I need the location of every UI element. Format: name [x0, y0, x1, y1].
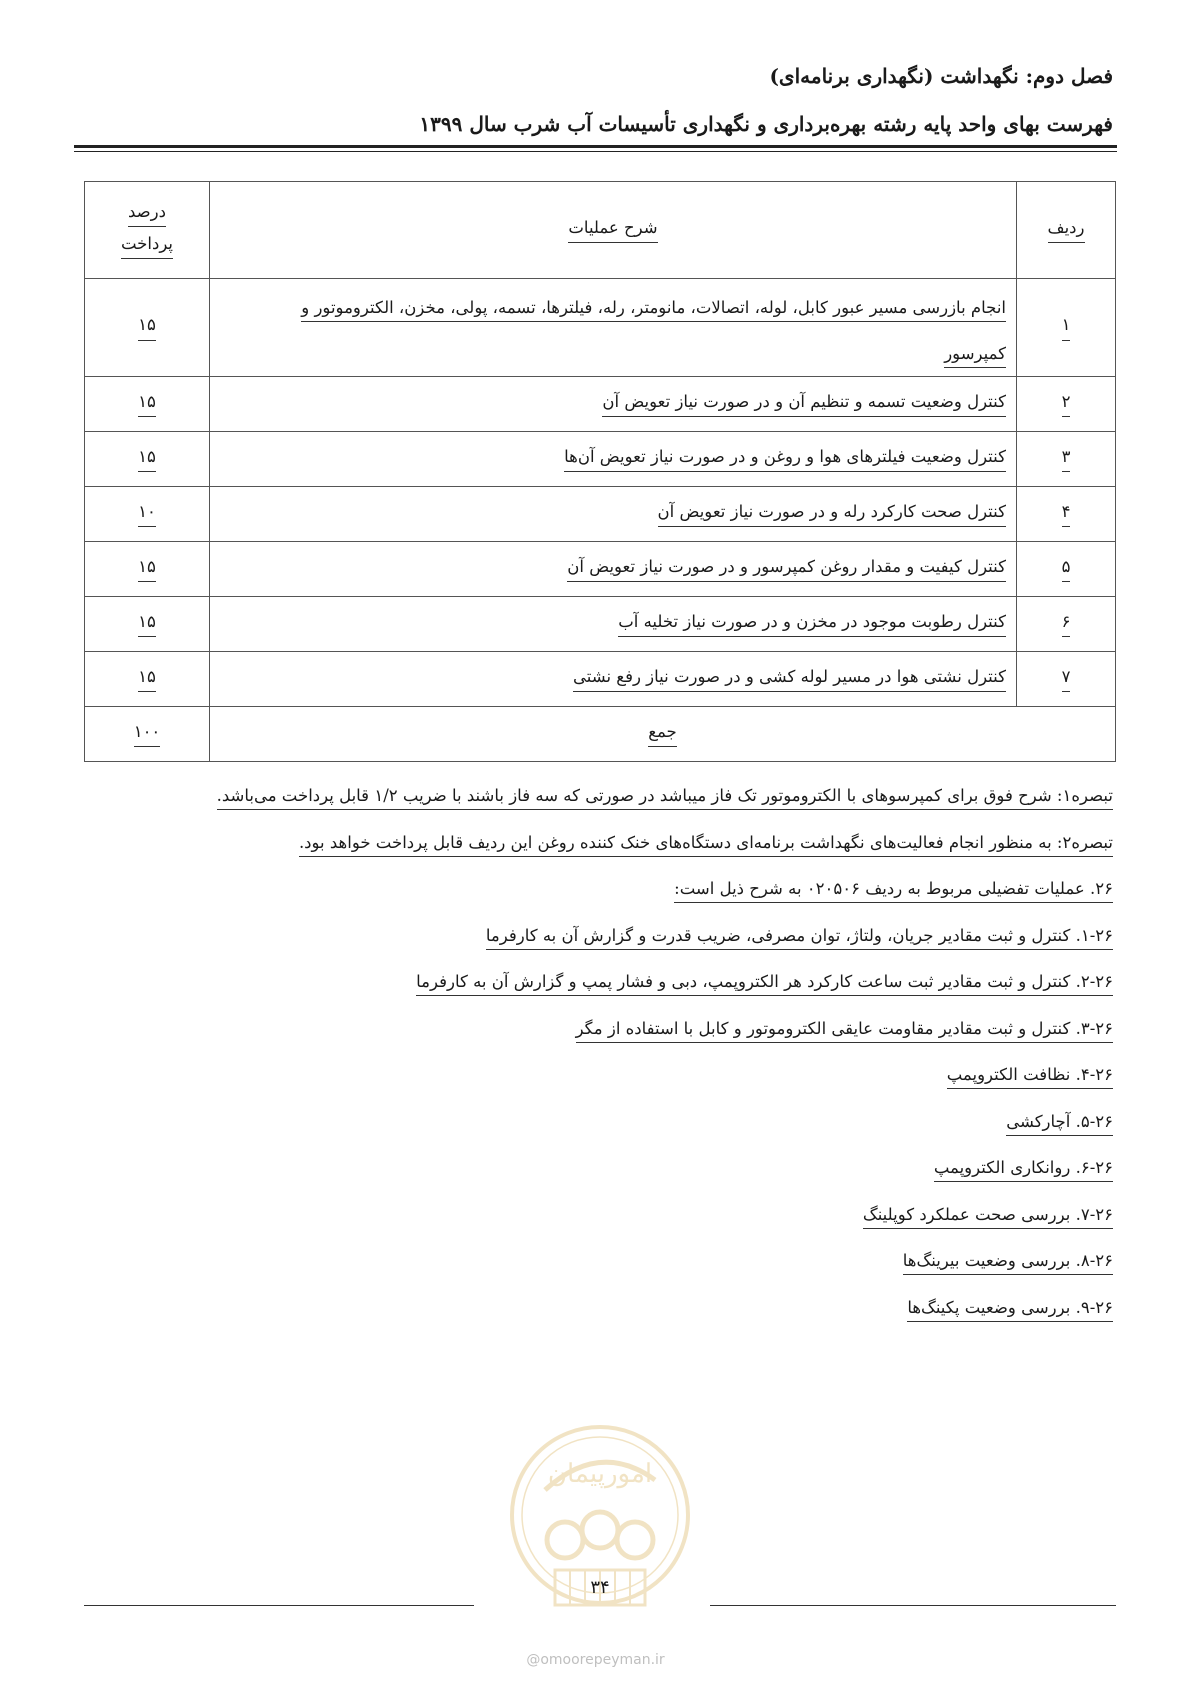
row-description: کنترل وضعیت فیلترهای هوا و روغن و در صورت نیاز تعویض آن‌ها [210, 432, 1017, 487]
table-header-row [85, 182, 1116, 279]
row-payment: ۱۵ [85, 432, 210, 487]
detail-heading: ۲۶. عملیات تفضیلی مربوط به ردیف ۰۲۰۵۰۶ به شرح ذیل است: [73, 879, 1113, 926]
operations-table [84, 181, 1116, 762]
row-description: کنترل وضعیت تسمه و تنظیم آن و در صورت نیاز تعویض آن [210, 377, 1017, 432]
header-description: شرح عملیات [210, 182, 1017, 279]
row-description: کنترل نشتی هوا در مسیر لوله کشی و در صورت نیاز رفع نشتی [210, 652, 1017, 707]
table-row [85, 652, 1116, 707]
watermark-logo-text: امورپیمان [547, 1459, 653, 1489]
page-number: ۳۴ [590, 1577, 610, 1598]
notes-section [73, 786, 1113, 1344]
row-payment: ۱۵ [85, 542, 210, 597]
row-description: کنترل صحت کارکرد رله و در صورت نیاز تعویض آن [210, 487, 1017, 542]
row-payment: ۱۵ [85, 279, 210, 377]
table-row [85, 279, 1116, 377]
watermark-url: @omoorepeyman.ir [526, 1652, 665, 1668]
row-description: کنترل کیفیت و مقدار روغن کمپرسور و در صورت نیاز تعویض آن [210, 542, 1017, 597]
note-2: تبصره۲: به منظور انجام فعالیت‌های نگهداشت برنامه‌ای دستگاه‌های خنک کننده روغن این ردیف قابل پرداخت خواهد بود. [73, 833, 1113, 880]
header-payment-percent: درصد پرداخت [85, 182, 210, 279]
row-number: ۷ [1017, 652, 1116, 707]
document-subtitle: فهرست بهای واحد پایه رشته بهره‌برداری و نگهداری تأسیسات آب شرب سال ۱۳۹۹ [419, 112, 1113, 136]
note-1: تبصره۱: شرح فوق برای کمپرسوهای با الکتروموتور تک فاز میباشد در صورتی که سه فاز باشند با ضریب ۱/۲ قابل پرداخت می‌باشد. [73, 786, 1113, 833]
table-row [85, 377, 1116, 432]
row-payment: ۱۰ [85, 487, 210, 542]
detail-item: ۷-۲۶. بررسی صحت عملکرد کوپلینگ [73, 1205, 1113, 1252]
row-payment: ۱۵ [85, 377, 210, 432]
detail-item: ۱-۲۶. کنترل و ثبت مقادیر جریان، ولتاژ، توان مصرفی، ضریب قدرت و گزارش آن به کارفرما [73, 926, 1113, 973]
detail-item: ۲-۲۶. کنترل و ثبت مقادیر ثبت ساعت کارکرد هر الکتروپمپ، دبی و فشار پمپ و گزارش آن به کارفرما [73, 972, 1113, 1019]
chapter-title: فصل دوم: نگهداشت (نگهداری برنامه‌ای) [769, 64, 1113, 88]
row-number: ۲ [1017, 377, 1116, 432]
row-description: کنترل رطوبت موجود در مخزن و در صورت نیاز تخلیه آب [210, 597, 1017, 652]
detail-item: ۳-۲۶. کنترل و ثبت مقادیر مقاومت عایقی الکتروموتور و کابل با استفاده از مگر [73, 1019, 1113, 1066]
detail-item: ۹-۲۶. بررسی وضعیت پکینگ‌ها [73, 1298, 1113, 1345]
row-payment: ۱۵ [85, 652, 210, 707]
total-label-cell: جمع [210, 707, 1116, 762]
table-row [85, 432, 1116, 487]
table-row [85, 597, 1116, 652]
row-description: انجام بازرسی مسیر عبور کابل، لوله، اتصالات، مانومتر، رله، فیلترها، تسمه، پولی، مخزن، الکتروموتور و کمپرسور [210, 279, 1017, 377]
detail-item: ۴-۲۶. نظافت الکتروپمپ [73, 1065, 1113, 1112]
table-total-row [85, 707, 1116, 762]
detail-item: ۸-۲۶. بررسی وضعیت بیرینگ‌ها [73, 1251, 1113, 1298]
row-payment: ۱۵ [85, 597, 210, 652]
table-row [85, 487, 1116, 542]
row-number: ۱ [1017, 279, 1116, 377]
header-row-number: ردیف [1017, 182, 1116, 279]
detail-item: ۶-۲۶. روانکاری الکتروپمپ [73, 1158, 1113, 1205]
total-value-cell: ۱۰۰ [85, 707, 210, 762]
header-rule-thin [74, 151, 1117, 152]
detail-item: ۵-۲۶. آچارکشی [73, 1112, 1113, 1159]
header-rule-thick [74, 145, 1117, 148]
row-number: ۵ [1017, 542, 1116, 597]
footer-rule-left [84, 1605, 474, 1606]
row-number: ۴ [1017, 487, 1116, 542]
row-number: ۶ [1017, 597, 1116, 652]
row-number: ۳ [1017, 432, 1116, 487]
table-row [85, 542, 1116, 597]
footer-rule-right [710, 1605, 1116, 1606]
